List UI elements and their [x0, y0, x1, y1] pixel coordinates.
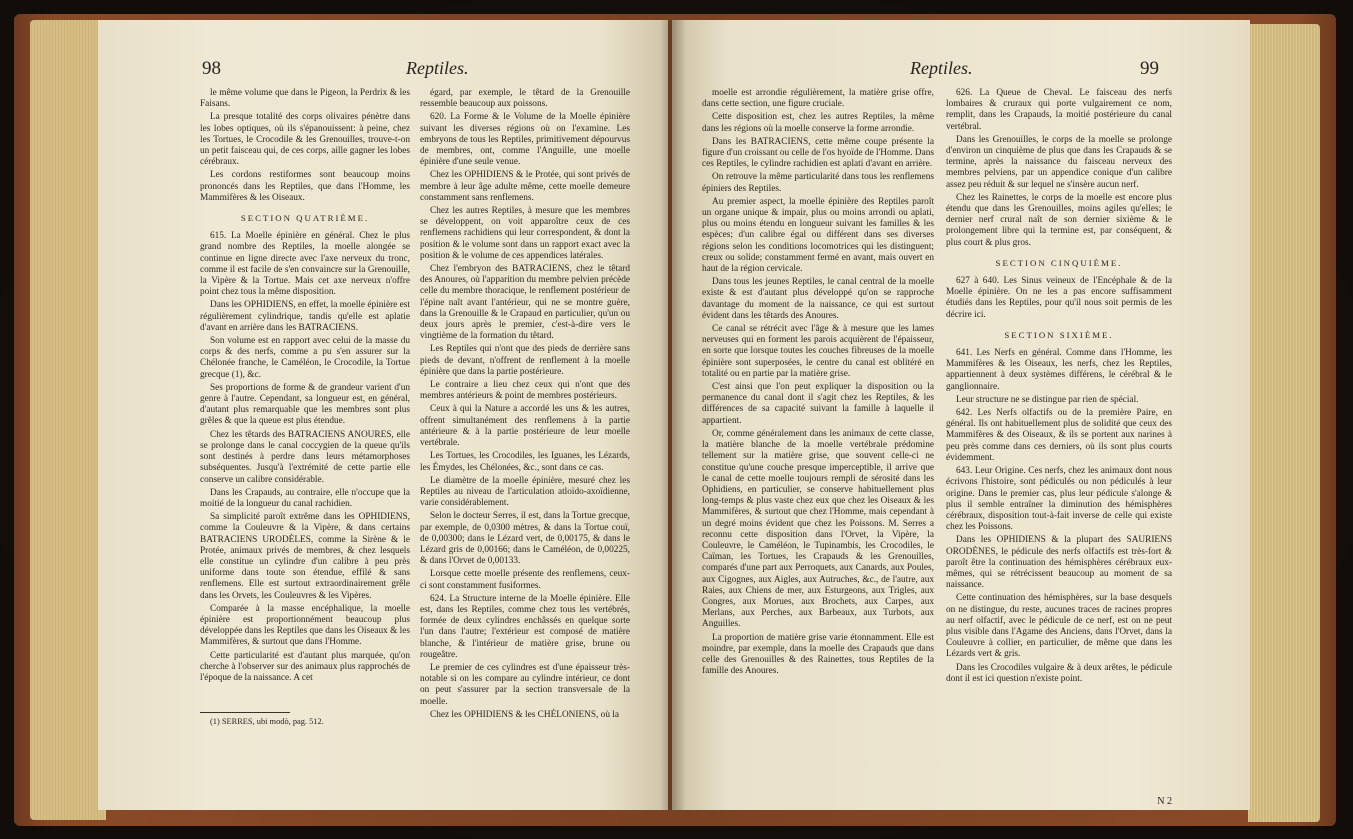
paragraph: 643. Leur Origine. Ces nerfs, chez les animaux dont nous écrivons l'histoire, sont pédiculés ou non pédiculés à leur origine. Dans le premier cas, plus leur pédicule s'alonge & plus il semble entraîner la diminution des hémisphères cérébraux, disposition tout-à-fait inverse de celle qui existe chez les Poissons. [946, 466, 1172, 533]
paragraph: Cette particularité est d'autant plus marquée, qu'on cherche à l'observer sur des animaux plus rapprochés de l'époque de la naissance. A cet [200, 650, 410, 683]
footnote-area [200, 712, 410, 726]
left-page-number: 98 [202, 58, 221, 79]
paragraph: Lorsque cette moelle présente des renflemens, ceux-ci sont constamment fusiformes. [420, 569, 630, 591]
paragraph: Or, comme généralement dans les animaux de cette classe, la matière blanche de la moelle vertébrale prédomine tellement sur la matière grise, que souvent celle-ci ne constitue qu'une couche presque imperceptible, il arrive que le canal de cette moelle toujours rempli de sérosité dans les Ophidiens, en particulier, se conserve habituellement plus long-temps & plus vaste chez eux que chez les Oiseaux & les Mammifères, & surtout que chez l'Homme, mais cependant à un degré moins évident que chez les Poissons. M. Serres a reconnu cette disposition dans l'Orvet, la Vipère, la Couleuvre, le Caméléon, le Tupinambis, les Crocodiles, le Caïman, les Tortues, les Crapauds & les Grenouilles, comparés d'une part aux Perroquets, aux Canards, aux Poules, aux Cigognes, aux Aigles, aux Autruches, &c., de l'autre, aux Raies, aux Chiens de mer, aux Esturgeons, aux Trigles, aux Congres, aux Morues, aux Brochets, aux Carpes, aux Merlans, aux Perches, aux Barbeaux, aux Turbots, aux Anguilles. [702, 428, 934, 630]
right-page-edges [1248, 24, 1320, 822]
paragraph: 620. La Forme & le Volume de la Moelle épinière suivant les diverses régions où on l'examine. Les embryons de tous les Reptiles, primitivement dépourvus de membres, ont, comme l'Anguille, une moelle épinière d'une seule venue. [420, 112, 630, 168]
left-column-2 [420, 88, 630, 788]
paragraph: Les Tortues, les Crocodiles, les Iguanes, les Lézards, les Émydes, les Chélonées, &c., sont dans ce cas. [420, 451, 630, 473]
section-heading: SECTION QUATRIÈME. [240, 213, 370, 224]
paragraph: 642. Les Nerfs olfactifs ou de la première Paire, en général. Ils ont habituellement plus de solidité que ceux des Mammifères & des Oiseaux, & ils se portent aux narines à peu près comme dans ces derniers, où ils sont plus courts évidemment. [946, 408, 1172, 463]
right-column-1 [702, 88, 934, 788]
paragraph: Son volume est en rapport avec celui de la masse du corps & des nerfs, comme a pu s'en assurer sur la Chélonée franche, le Caméléon, le Crocodile, la Tortue grecque (1), &c. [200, 336, 410, 380]
paragraph: Au premier aspect, la moelle épinière des Reptiles paroît un organe unique & impair, plus ou moins arrondi ou aplati, plus ou moins étendu en longueur suivant les familles & les espèces; d'un calibre égal ou différent dans ses diverses régions selon les conditions locomotrices qui les distinguent; creux ou solide; constamment fermé en avant, mais ouvert en haut de la région cervicale. [702, 196, 934, 275]
paragraph: Dans les OPHIDIENS & la plupart des SAURIENS ORODÈNES, le pédicule des nerfs olfactifs est très-fort & paroît être la continuation des hémisphères cérébraux eux-mêmes, qui se rétrécissent beaucoup au moment de sa naissance. [946, 535, 1172, 591]
paragraph: égard, par exemple, le têtard de la Grenouille ressemble beaucoup aux poissons. [420, 88, 630, 110]
paragraph: Dans les Crapauds, au contraire, elle n'occupe que la moitié de la longueur du canal rachidien. [200, 487, 410, 509]
paragraph: Le diamètre de la moelle épinière, mesuré chez les Reptiles au niveau de l'articulation atloïdo-axoïdienne, varie considérablement. [420, 475, 630, 509]
paragraph: Dans les Crocodiles vulgaire & à deux arêtes, le pédicule dont il est ici question n'existe point. [946, 662, 1172, 684]
paragraph: le même volume que dans le Pigeon, la Perdrix & les Faisans. [200, 88, 410, 110]
paragraph: La proportion de matière grise varie étonnamment. Elle est moindre, par exemple, dans la moelle des Crapauds que dans celle des Grenouilles & des Rainettes, tous Reptiles de la famille des Anoures. [702, 632, 934, 677]
left-column-1 [200, 88, 410, 768]
paragraph: Ce canal se rétrécit avec l'âge & à mesure que les lames nerveuses qui en forment les parois acquièrent de l'épaisseur, en sorte que lorsque toutes les couches fibreuses de la moelle épinière sont superposées, le centre du canal est oblitéré en totalité ou en partie par la matière grise. [702, 324, 934, 379]
paragraph: Dans les OPHIDIENS, en effet, la moelle épinière est régulièrement cylindrique, tandis qu'elle est aplatie d'avant en arrière dans les BATRACIENS. [200, 300, 410, 333]
paragraph: Ceux à qui la Nature a accordé les uns & les autres, offrent simultanément des renflemens à la partie antérieure & à la partie postérieure de leur moelle vertébrale. [420, 404, 630, 449]
paragraph: Leur structure ne se distingue par rien de spécial. [956, 394, 1139, 405]
paragraph: Chez l'embryon des BATRACIENS, chez le têtard des Anoures, où l'apparition du membre pelvien précède celle du membre thoracique, le renflement postérieur de l'épine naît avant l'antérieur, qui ne se montre guère, dans la Grenouille & le Crapaud en particulier, qu'un ou deux jours après le premier, c'est-à-dire vers le vingtième de la formation du têtard. [420, 264, 630, 342]
book-gutter [660, 20, 686, 810]
paragraph: Dans les Grenouilles, le corps de la moelle se prolonge d'environ un cinquième de plus que dans les Crapauds & se termine, après la naissance du faisceau nerveux des membres pelviens, par un appendice conique d'un calibre assez peu réduit & sur lequel ne s'insère aucun nerf. [946, 134, 1172, 190]
paragraph: Chez les Rainettes, le corps de la moelle est encore plus étendu que dans les Grenouilles, moins agiles qu'elles; le dernier nerf crural naît de son dernier sixième & le prolongement libre qui la termine est, par conséquent, & plus court & plus gros. [946, 192, 1172, 248]
paragraph: Chez les OPHIDIENS & les CHÉLONIENS, où la [430, 709, 620, 720]
paragraph: Cette disposition est, chez les autres Reptiles, la même dans les régions où la moelle conserve la forme arrondie. [702, 112, 934, 134]
paragraph: Ses proportions de forme & de grandeur varient d'un genre à l'autre. Cependant, sa longueur est, en général, d'autant plus remarquable que les membres sont plus grêles & que la queue est plus étendue. [200, 382, 410, 427]
paragraph: Dans les BATRACIENS, cette même coupe présente la figure d'un croissant ou celle de l'os hyoïde de l'Homme. Dans ces Reptiles, le cylindre rachidien est aplati d'avant en arrière. [702, 136, 934, 170]
paragraph: 641. Les Nerfs en général. Comme dans l'Homme, les Mammifères & les Oiseaux, les nerfs, chez les Reptiles, appartiennent à deux systèmes différens, le cérébral & le ganglionnaire. [946, 348, 1172, 392]
paragraph: Dans tous les jeunes Reptiles, le canal central de la moelle existe & est d'autant plus développé qu'on se rapproche davantage du moment de la naissance, ce qui est surtout évident dans les têtards des Anoures. [702, 277, 934, 321]
right-running-title: Reptiles. [910, 58, 973, 78]
footnote: (1) SERRES, ubi modò, pag. 512. [210, 717, 324, 726]
left-page [98, 20, 668, 810]
paragraph: Les Reptiles qui n'ont que des pieds de derrière sans pieds de devant, n'offrent de renflement à la moelle épinière que dans la partie postérieure. [420, 344, 630, 377]
signature-mark: N 2 [1157, 796, 1172, 807]
paragraph: 626. La Queue de Cheval. Le faisceau des nerfs lombaires & cruraux qui porte vulgairement ce nom, remplit, dans les Crapauds, la moitié postérieure du canal vertébral. [946, 88, 1172, 132]
paragraph: On retrouve la même particularité dans tous les renflemens épiniers des Reptiles. [702, 172, 934, 194]
paragraph: La presque totalité des corps olivaires pénètre dans les lobes optiques, où ils s'épanouissent: à peine, chez les Tortues, le Crocodile & les Grenouilles, trouve-t-on un petit faisceau qui, de ces corps, aille gagner les lobes cérébraux. [200, 112, 410, 168]
paragraph: moelle est arrondie régulièrement, la matière grise offre, dans cette section, une figure cruciale. [702, 88, 934, 110]
paragraph: Le premier de ces cylindres est d'une épaisseur très-notable si on les compare au cylindre intérieur, ce dont on peut s'assurer par la section transversale de la moelle. [420, 662, 630, 707]
right-column-2 [946, 88, 1172, 788]
right-page-number: 99 [1140, 58, 1159, 79]
right-page [672, 20, 1250, 810]
paragraph: Chez les autres Reptiles, à mesure que les membres se développent, on voit apparoître ceux de ces renflemens rachidiens qui leur correspondent, & dont la position & le volume sont dans un rapport exact avec la position & le volume de ces appendices latérales. [420, 206, 630, 261]
section-heading: SECTION CINQUIÈME. [995, 257, 1123, 268]
paragraph: 627 à 640. Les Sinus veineux de l'Encéphale & de la Moelle épinière. On ne les a pas encore suffisamment étudiés dans les Reptiles, pour qu'il nous soit permis de les décrire ici. [946, 276, 1172, 320]
footnote-rule [200, 712, 290, 713]
left-running-title: Reptiles. [406, 58, 469, 78]
paragraph: 615. La Moelle épinière en général. Chez le plus grand nombre des Reptiles, la moelle alongée se continue en ligne directe avec l'axe nerveux du tronc, comme il est facile de s'en convaincre sur la Grenouille, la Vipère & la Tortue. Mais cet axe nerveux n'offre point chez tous la même disposition. [200, 231, 410, 298]
section-heading: SECTION SIXIÈME. [1004, 329, 1114, 340]
paragraph: 624. La Structure interne de la Moelle épinière. Elle est, dans les Reptiles, comme chez tous les vertébrés, formée de deux cylindres enchâssés en quelque sorte l'un dans l'autre; l'extérieur est composé de matière blanche, & l'intérieur de matière grise, brune ou rougeâtre. [420, 593, 630, 660]
paragraph: Comparée à la masse encéphalique, la moelle épinière est proportionnément beaucoup plus développée dans les Reptiles que dans les Oiseaux & les Mammifères, & surtout que dans l'Homme. [200, 603, 410, 648]
paragraph: Chez les OPHIDIENS & le Protée, qui sont privés de membre à leur âge adulte même, cette moelle demeure constamment sans renflemens. [420, 170, 630, 203]
left-page-edges [30, 20, 106, 820]
paragraph: Les cordons restiformes sont beaucoup moins prononcés dans les Reptiles, que dans l'Homme, les Mammifères & les Oiseaux. [200, 170, 410, 203]
paragraph: C'est ainsi que l'on peut expliquer la disposition ou la permanence du canal dont il s'agit chez les Reptiles, & les différences de sa capacité suivant la famille à laquelle il appartient. [702, 382, 934, 426]
paragraph: Selon le docteur Serres, il est, dans la Tortue grecque, par exemple, de 0,0300 mètres, & dans la Tortue couï, de 0,00300; dans le Lézard vert, de 0,00175, & dans le Lézard gris de 0,00166; dans le Caméléon, de 0,00225, & dans l'Orvet de 0,00133. [420, 511, 630, 567]
paragraph: Sa simplicité paroît extrême dans les OPHIDIENS, comme la Couleuvre & la Vipère, & dans certains BATRACIENS URODÈLES, comme la Sirène & le Protée, animaux privés de membres, & chez lesquels elle constitue un cylindre d'un calibre à peu près uniforme dans toute son étendue, effilé & sans renflemens. Elle est surtout extraordinairement grêle dans les Orvets, les Couleuvres & les Vipères. [200, 512, 410, 601]
paragraph: Chez les têtards des BATRACIENS ANOURES, elle se prolonge dans le canal coccygien de la queue qu'ils sont destinés à perdre dans leurs métamorphoses subséquentes. Jusqu'à l'extrémité de cette partie elle conserve un calibre considérable. [200, 429, 410, 485]
paragraph: Le contraire a lieu chez ceux qui n'ont que des membres antérieurs & point de membres postérieurs. [420, 380, 630, 402]
paragraph: Cette continuation des hémisphères, sur la base desquels on ne distingue, du reste, aucunes traces de racines propres au nerf olfactif, avec le pédicule de ce nerf, est on ne peut plus visible dans l'Agame des Anciens, dans l'Orvet, dans la Couleuvre à collier, en particulier, de même que dans les Lézards vert & gris. [946, 593, 1172, 660]
